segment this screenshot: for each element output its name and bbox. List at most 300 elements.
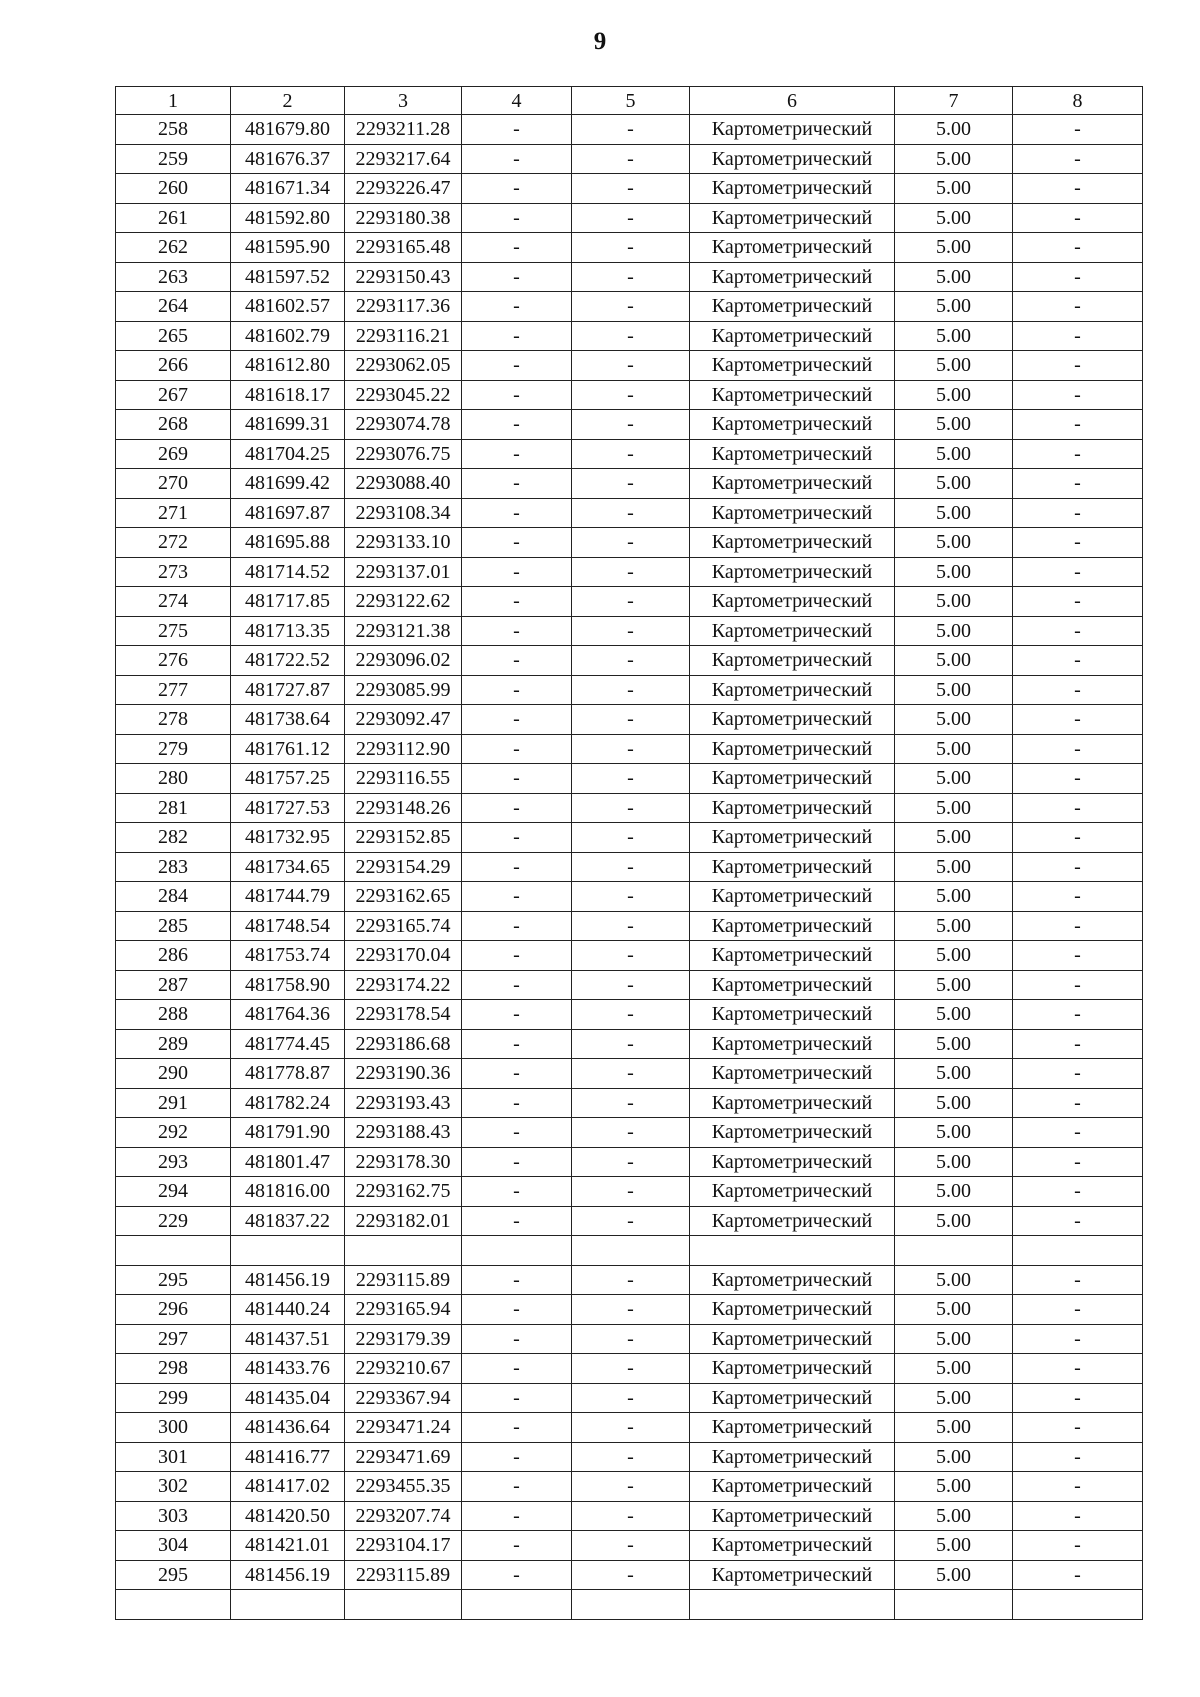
point-number-cell: 291 xyxy=(116,1088,231,1118)
table-row xyxy=(116,1560,1143,1590)
column-8-cell: - xyxy=(1013,115,1143,145)
point-number-cell: 298 xyxy=(116,1354,231,1384)
x-coordinate-cell: 481602.79 xyxy=(231,321,345,351)
y-coordinate-cell: 2293154.29 xyxy=(345,852,462,882)
column-5-cell xyxy=(572,1236,690,1266)
column-4-cell: - xyxy=(462,1324,572,1354)
point-number-cell: 288 xyxy=(116,1000,231,1030)
column-8-cell: - xyxy=(1013,1059,1143,1089)
y-coordinate-cell: 2293174.22 xyxy=(345,970,462,1000)
x-coordinate-cell: 481704.25 xyxy=(231,439,345,469)
table-row xyxy=(116,1265,1143,1295)
column-5-cell: - xyxy=(572,380,690,410)
y-coordinate-cell: 2293179.39 xyxy=(345,1324,462,1354)
accuracy-cell: 5.00 xyxy=(895,233,1013,263)
column-5-cell: - xyxy=(572,1413,690,1443)
accuracy-cell: 5.00 xyxy=(895,734,1013,764)
column-5-cell: - xyxy=(572,1029,690,1059)
accuracy-cell: 5.00 xyxy=(895,1531,1013,1561)
table-row xyxy=(116,1531,1143,1561)
accuracy-cell: 5.00 xyxy=(895,1560,1013,1590)
table-row xyxy=(116,823,1143,853)
method-cell: Картометрический xyxy=(690,410,895,440)
accuracy-cell: 5.00 xyxy=(895,1177,1013,1207)
column-4-cell: - xyxy=(462,1501,572,1531)
column-header-4: 4 xyxy=(462,87,572,115)
column-8-cell: - xyxy=(1013,1000,1143,1030)
accuracy-cell: 5.00 xyxy=(895,587,1013,617)
column-4-cell: - xyxy=(462,1442,572,1472)
column-8-cell: - xyxy=(1013,793,1143,823)
column-5-cell: - xyxy=(572,203,690,233)
method-cell: Картометрический xyxy=(690,1118,895,1148)
table-row xyxy=(116,1000,1143,1030)
x-coordinate-cell: 481717.85 xyxy=(231,587,345,617)
x-coordinate-cell: 481782.24 xyxy=(231,1088,345,1118)
accuracy-cell: 5.00 xyxy=(895,882,1013,912)
accuracy-cell: 5.00 xyxy=(895,351,1013,381)
method-cell: Картометрический xyxy=(690,351,895,381)
y-coordinate-cell: 2293116.21 xyxy=(345,321,462,351)
x-coordinate-cell: 481791.90 xyxy=(231,1118,345,1148)
y-coordinate-cell: 2293085.99 xyxy=(345,675,462,705)
x-coordinate-cell: 481744.79 xyxy=(231,882,345,912)
table-row xyxy=(116,1324,1143,1354)
accuracy-cell: 5.00 xyxy=(895,528,1013,558)
y-coordinate-cell: 2293471.69 xyxy=(345,1442,462,1472)
column-5-cell xyxy=(572,1590,690,1620)
column-4-cell: - xyxy=(462,911,572,941)
column-4-cell: - xyxy=(462,203,572,233)
column-8-cell xyxy=(1013,1590,1143,1620)
column-4-cell: - xyxy=(462,1059,572,1089)
table-row xyxy=(116,321,1143,351)
y-coordinate-cell: 2293178.30 xyxy=(345,1147,462,1177)
column-5-cell: - xyxy=(572,469,690,499)
point-number-cell: 258 xyxy=(116,115,231,145)
x-coordinate-cell: 481714.52 xyxy=(231,557,345,587)
accuracy-cell: 5.00 xyxy=(895,1413,1013,1443)
point-number-cell: 280 xyxy=(116,764,231,794)
y-coordinate-cell: 2293210.67 xyxy=(345,1354,462,1384)
table-row xyxy=(116,1413,1143,1443)
accuracy-cell: 5.00 xyxy=(895,1265,1013,1295)
column-8-cell xyxy=(1013,1236,1143,1266)
column-4-cell: - xyxy=(462,498,572,528)
method-cell: Картометрический xyxy=(690,1354,895,1384)
table-row xyxy=(116,528,1143,558)
x-coordinate-cell: 481602.57 xyxy=(231,292,345,322)
table-row xyxy=(116,174,1143,204)
column-5-cell: - xyxy=(572,1059,690,1089)
column-5-cell: - xyxy=(572,911,690,941)
column-4-cell: - xyxy=(462,1472,572,1502)
table-row xyxy=(116,1177,1143,1207)
column-4-cell: - xyxy=(462,1531,572,1561)
y-coordinate-cell xyxy=(345,1590,462,1620)
column-5-cell: - xyxy=(572,262,690,292)
column-5-cell: - xyxy=(572,1472,690,1502)
table-row xyxy=(116,1472,1143,1502)
method-cell: Картометрический xyxy=(690,557,895,587)
table-row xyxy=(116,587,1143,617)
y-coordinate-cell: 2293165.74 xyxy=(345,911,462,941)
table-row xyxy=(116,882,1143,912)
method-cell: Картометрический xyxy=(690,1088,895,1118)
point-number-cell xyxy=(116,1590,231,1620)
accuracy-cell: 5.00 xyxy=(895,144,1013,174)
column-4-cell: - xyxy=(462,1147,572,1177)
point-number-cell: 270 xyxy=(116,469,231,499)
column-5-cell: - xyxy=(572,1000,690,1030)
x-coordinate-cell: 481456.19 xyxy=(231,1265,345,1295)
x-coordinate-cell: 481612.80 xyxy=(231,351,345,381)
y-coordinate-cell: 2293162.75 xyxy=(345,1177,462,1207)
column-4-cell: - xyxy=(462,233,572,263)
column-5-cell: - xyxy=(572,1088,690,1118)
table-row xyxy=(116,144,1143,174)
point-number-cell xyxy=(116,1236,231,1266)
column-8-cell: - xyxy=(1013,498,1143,528)
y-coordinate-cell: 2293455.35 xyxy=(345,1472,462,1502)
x-coordinate-cell: 481416.77 xyxy=(231,1442,345,1472)
accuracy-cell: 5.00 xyxy=(895,1501,1013,1531)
table-row xyxy=(116,351,1143,381)
column-4-cell: - xyxy=(462,1000,572,1030)
column-8-cell: - xyxy=(1013,262,1143,292)
x-coordinate-cell: 481764.36 xyxy=(231,1000,345,1030)
accuracy-cell: 5.00 xyxy=(895,410,1013,440)
column-8-cell: - xyxy=(1013,764,1143,794)
point-number-cell: 263 xyxy=(116,262,231,292)
column-4-cell: - xyxy=(462,616,572,646)
column-5-cell: - xyxy=(572,705,690,735)
accuracy-cell: 5.00 xyxy=(895,1383,1013,1413)
accuracy-cell: 5.00 xyxy=(895,174,1013,204)
column-8-cell: - xyxy=(1013,321,1143,351)
column-header-5: 5 xyxy=(572,87,690,115)
point-number-cell: 287 xyxy=(116,970,231,1000)
column-8-cell: - xyxy=(1013,852,1143,882)
x-coordinate-cell: 481456.19 xyxy=(231,1560,345,1590)
y-coordinate-cell: 2293178.54 xyxy=(345,1000,462,1030)
y-coordinate-cell: 2293117.36 xyxy=(345,292,462,322)
table-row xyxy=(116,941,1143,971)
accuracy-cell: 5.00 xyxy=(895,439,1013,469)
column-5-cell: - xyxy=(572,970,690,1000)
column-8-cell: - xyxy=(1013,675,1143,705)
x-coordinate-cell: 481417.02 xyxy=(231,1472,345,1502)
accuracy-cell xyxy=(895,1236,1013,1266)
point-number-cell: 261 xyxy=(116,203,231,233)
column-8-cell: - xyxy=(1013,1501,1143,1531)
method-cell: Картометрический xyxy=(690,705,895,735)
method-cell: Картометрический xyxy=(690,1531,895,1561)
method-cell: Картометрический xyxy=(690,380,895,410)
table-row xyxy=(116,1354,1143,1384)
column-4-cell: - xyxy=(462,1383,572,1413)
method-cell: Картометрический xyxy=(690,734,895,764)
column-8-cell: - xyxy=(1013,557,1143,587)
y-coordinate-cell: 2293062.05 xyxy=(345,351,462,381)
column-4-cell: - xyxy=(462,941,572,971)
method-cell: Картометрический xyxy=(690,1383,895,1413)
column-5-cell: - xyxy=(572,1442,690,1472)
column-8-cell: - xyxy=(1013,616,1143,646)
x-coordinate-cell: 481778.87 xyxy=(231,1059,345,1089)
point-number-cell: 262 xyxy=(116,233,231,263)
point-number-cell: 296 xyxy=(116,1295,231,1325)
table-row xyxy=(116,1029,1143,1059)
point-number-cell: 299 xyxy=(116,1383,231,1413)
method-cell: Картометрический xyxy=(690,1295,895,1325)
point-number-cell: 229 xyxy=(116,1206,231,1236)
table-row xyxy=(116,1206,1143,1236)
x-coordinate-cell xyxy=(231,1236,345,1266)
x-coordinate-cell: 481722.52 xyxy=(231,646,345,676)
accuracy-cell: 5.00 xyxy=(895,1354,1013,1384)
column-8-cell: - xyxy=(1013,1118,1143,1148)
column-5-cell: - xyxy=(572,587,690,617)
y-coordinate-cell: 2293096.02 xyxy=(345,646,462,676)
column-5-cell: - xyxy=(572,734,690,764)
column-8-cell: - xyxy=(1013,882,1143,912)
accuracy-cell: 5.00 xyxy=(895,970,1013,1000)
column-8-cell: - xyxy=(1013,1442,1143,1472)
y-coordinate-cell: 2293367.94 xyxy=(345,1383,462,1413)
point-number-cell: 290 xyxy=(116,1059,231,1089)
column-5-cell: - xyxy=(572,528,690,558)
table-row xyxy=(116,705,1143,735)
method-cell: Картометрический xyxy=(690,1206,895,1236)
method-cell: Картометрический xyxy=(690,823,895,853)
column-5-cell: - xyxy=(572,174,690,204)
accuracy-cell xyxy=(895,1590,1013,1620)
column-5-cell: - xyxy=(572,764,690,794)
point-number-cell: 301 xyxy=(116,1442,231,1472)
column-4-cell: - xyxy=(462,882,572,912)
accuracy-cell: 5.00 xyxy=(895,793,1013,823)
method-cell: Картометрический xyxy=(690,262,895,292)
column-4-cell: - xyxy=(462,705,572,735)
x-coordinate-cell: 481801.47 xyxy=(231,1147,345,1177)
column-5-cell: - xyxy=(572,793,690,823)
column-8-cell: - xyxy=(1013,410,1143,440)
column-4-cell: - xyxy=(462,174,572,204)
point-number-cell: 295 xyxy=(116,1560,231,1590)
y-coordinate-cell: 2293074.78 xyxy=(345,410,462,440)
accuracy-cell: 5.00 xyxy=(895,321,1013,351)
column-8-cell: - xyxy=(1013,233,1143,263)
point-number-cell: 267 xyxy=(116,380,231,410)
method-cell: Картометрический xyxy=(690,882,895,912)
method-cell xyxy=(690,1236,895,1266)
point-number-cell: 303 xyxy=(116,1501,231,1531)
x-coordinate-cell: 481748.54 xyxy=(231,911,345,941)
method-cell: Картометрический xyxy=(690,1442,895,1472)
column-5-cell: - xyxy=(572,616,690,646)
table-row xyxy=(116,734,1143,764)
method-cell: Картометрический xyxy=(690,911,895,941)
method-cell: Картометрический xyxy=(690,144,895,174)
method-cell: Картометрический xyxy=(690,1029,895,1059)
column-8-cell: - xyxy=(1013,941,1143,971)
x-coordinate-cell: 481734.65 xyxy=(231,852,345,882)
column-4-cell: - xyxy=(462,823,572,853)
method-cell: Картометрический xyxy=(690,1059,895,1089)
x-coordinate-cell: 481727.87 xyxy=(231,675,345,705)
table-row xyxy=(116,439,1143,469)
accuracy-cell: 5.00 xyxy=(895,1324,1013,1354)
column-header-2: 2 xyxy=(231,87,345,115)
column-8-cell: - xyxy=(1013,1206,1143,1236)
method-cell: Картометрический xyxy=(690,498,895,528)
table-row xyxy=(116,292,1143,322)
x-coordinate-cell: 481738.64 xyxy=(231,705,345,735)
y-coordinate-cell: 2293207.74 xyxy=(345,1501,462,1531)
x-coordinate-cell: 481440.24 xyxy=(231,1295,345,1325)
y-coordinate-cell: 2293152.85 xyxy=(345,823,462,853)
point-number-cell: 276 xyxy=(116,646,231,676)
column-5-cell: - xyxy=(572,1354,690,1384)
column-8-cell: - xyxy=(1013,1413,1143,1443)
column-8-cell: - xyxy=(1013,292,1143,322)
y-coordinate-cell: 2293115.89 xyxy=(345,1265,462,1295)
x-coordinate-cell: 481713.35 xyxy=(231,616,345,646)
point-number-cell: 272 xyxy=(116,528,231,558)
column-4-cell: - xyxy=(462,144,572,174)
column-5-cell: - xyxy=(572,1383,690,1413)
accuracy-cell: 5.00 xyxy=(895,852,1013,882)
column-5-cell: - xyxy=(572,1501,690,1531)
column-8-cell: - xyxy=(1013,1265,1143,1295)
point-number-cell: 281 xyxy=(116,793,231,823)
column-5-cell: - xyxy=(572,410,690,440)
column-4-cell: - xyxy=(462,292,572,322)
x-coordinate-cell: 481671.34 xyxy=(231,174,345,204)
accuracy-cell: 5.00 xyxy=(895,1118,1013,1148)
y-coordinate-cell: 2293076.75 xyxy=(345,439,462,469)
x-coordinate-cell: 481699.31 xyxy=(231,410,345,440)
column-header-3: 3 xyxy=(345,87,462,115)
column-4-cell: - xyxy=(462,1206,572,1236)
column-4-cell: - xyxy=(462,380,572,410)
point-number-cell: 293 xyxy=(116,1147,231,1177)
x-coordinate-cell: 481421.01 xyxy=(231,1531,345,1561)
accuracy-cell: 5.00 xyxy=(895,911,1013,941)
point-number-cell: 259 xyxy=(116,144,231,174)
column-4-cell: - xyxy=(462,764,572,794)
header-row xyxy=(116,87,1143,115)
x-coordinate-cell: 481679.80 xyxy=(231,115,345,145)
y-coordinate-cell: 2293115.89 xyxy=(345,1560,462,1590)
method-cell: Картометрический xyxy=(690,292,895,322)
column-8-cell: - xyxy=(1013,587,1143,617)
point-number-cell: 292 xyxy=(116,1118,231,1148)
table-row xyxy=(116,1383,1143,1413)
column-8-cell: - xyxy=(1013,1088,1143,1118)
point-number-cell: 265 xyxy=(116,321,231,351)
accuracy-cell: 5.00 xyxy=(895,646,1013,676)
method-cell: Картометрический xyxy=(690,852,895,882)
table-row xyxy=(116,203,1143,233)
coordinates-table xyxy=(115,86,1143,1620)
column-5-cell: - xyxy=(572,498,690,528)
y-coordinate-cell: 2293162.65 xyxy=(345,882,462,912)
point-number-cell: 297 xyxy=(116,1324,231,1354)
accuracy-cell: 5.00 xyxy=(895,941,1013,971)
x-coordinate-cell: 481433.76 xyxy=(231,1354,345,1384)
column-8-cell: - xyxy=(1013,1472,1143,1502)
table-row xyxy=(116,793,1143,823)
accuracy-cell: 5.00 xyxy=(895,1206,1013,1236)
column-8-cell: - xyxy=(1013,380,1143,410)
column-header-7: 7 xyxy=(895,87,1013,115)
y-coordinate-cell: 2293170.04 xyxy=(345,941,462,971)
column-4-cell: - xyxy=(462,675,572,705)
table-row xyxy=(116,498,1143,528)
column-8-cell: - xyxy=(1013,646,1143,676)
column-4-cell: - xyxy=(462,262,572,292)
column-5-cell: - xyxy=(572,1177,690,1207)
accuracy-cell: 5.00 xyxy=(895,469,1013,499)
column-5-cell: - xyxy=(572,1324,690,1354)
x-coordinate-cell: 481618.17 xyxy=(231,380,345,410)
x-coordinate-cell: 481816.00 xyxy=(231,1177,345,1207)
x-coordinate-cell: 481758.90 xyxy=(231,970,345,1000)
point-number-cell: 285 xyxy=(116,911,231,941)
y-coordinate-cell xyxy=(345,1236,462,1266)
point-number-cell: 295 xyxy=(116,1265,231,1295)
method-cell: Картометрический xyxy=(690,1000,895,1030)
column-4-cell: - xyxy=(462,1029,572,1059)
column-5-cell: - xyxy=(572,1560,690,1590)
column-5-cell: - xyxy=(572,823,690,853)
accuracy-cell: 5.00 xyxy=(895,380,1013,410)
point-number-cell: 277 xyxy=(116,675,231,705)
column-header-8: 8 xyxy=(1013,87,1143,115)
point-number-cell: 283 xyxy=(116,852,231,882)
y-coordinate-cell: 2293112.90 xyxy=(345,734,462,764)
column-8-cell: - xyxy=(1013,1354,1143,1384)
column-8-cell: - xyxy=(1013,1324,1143,1354)
y-coordinate-cell: 2293121.38 xyxy=(345,616,462,646)
method-cell: Картометрический xyxy=(690,1147,895,1177)
method-cell: Картометрический xyxy=(690,675,895,705)
column-4-cell: - xyxy=(462,1354,572,1384)
y-coordinate-cell: 2293190.36 xyxy=(345,1059,462,1089)
table-row xyxy=(116,262,1143,292)
method-cell: Картометрический xyxy=(690,646,895,676)
y-coordinate-cell: 2293045.22 xyxy=(345,380,462,410)
table-row xyxy=(116,380,1143,410)
method-cell: Картометрический xyxy=(690,941,895,971)
method-cell: Картометрический xyxy=(690,1501,895,1531)
column-5-cell: - xyxy=(572,439,690,469)
column-5-cell: - xyxy=(572,852,690,882)
y-coordinate-cell: 2293182.01 xyxy=(345,1206,462,1236)
column-8-cell: - xyxy=(1013,1531,1143,1561)
column-5-cell: - xyxy=(572,115,690,145)
column-8-cell: - xyxy=(1013,970,1143,1000)
column-8-cell: - xyxy=(1013,1295,1143,1325)
y-coordinate-cell: 2293122.62 xyxy=(345,587,462,617)
x-coordinate-cell xyxy=(231,1590,345,1620)
column-8-cell: - xyxy=(1013,1147,1143,1177)
accuracy-cell: 5.00 xyxy=(895,1088,1013,1118)
x-coordinate-cell: 481774.45 xyxy=(231,1029,345,1059)
column-5-cell: - xyxy=(572,646,690,676)
